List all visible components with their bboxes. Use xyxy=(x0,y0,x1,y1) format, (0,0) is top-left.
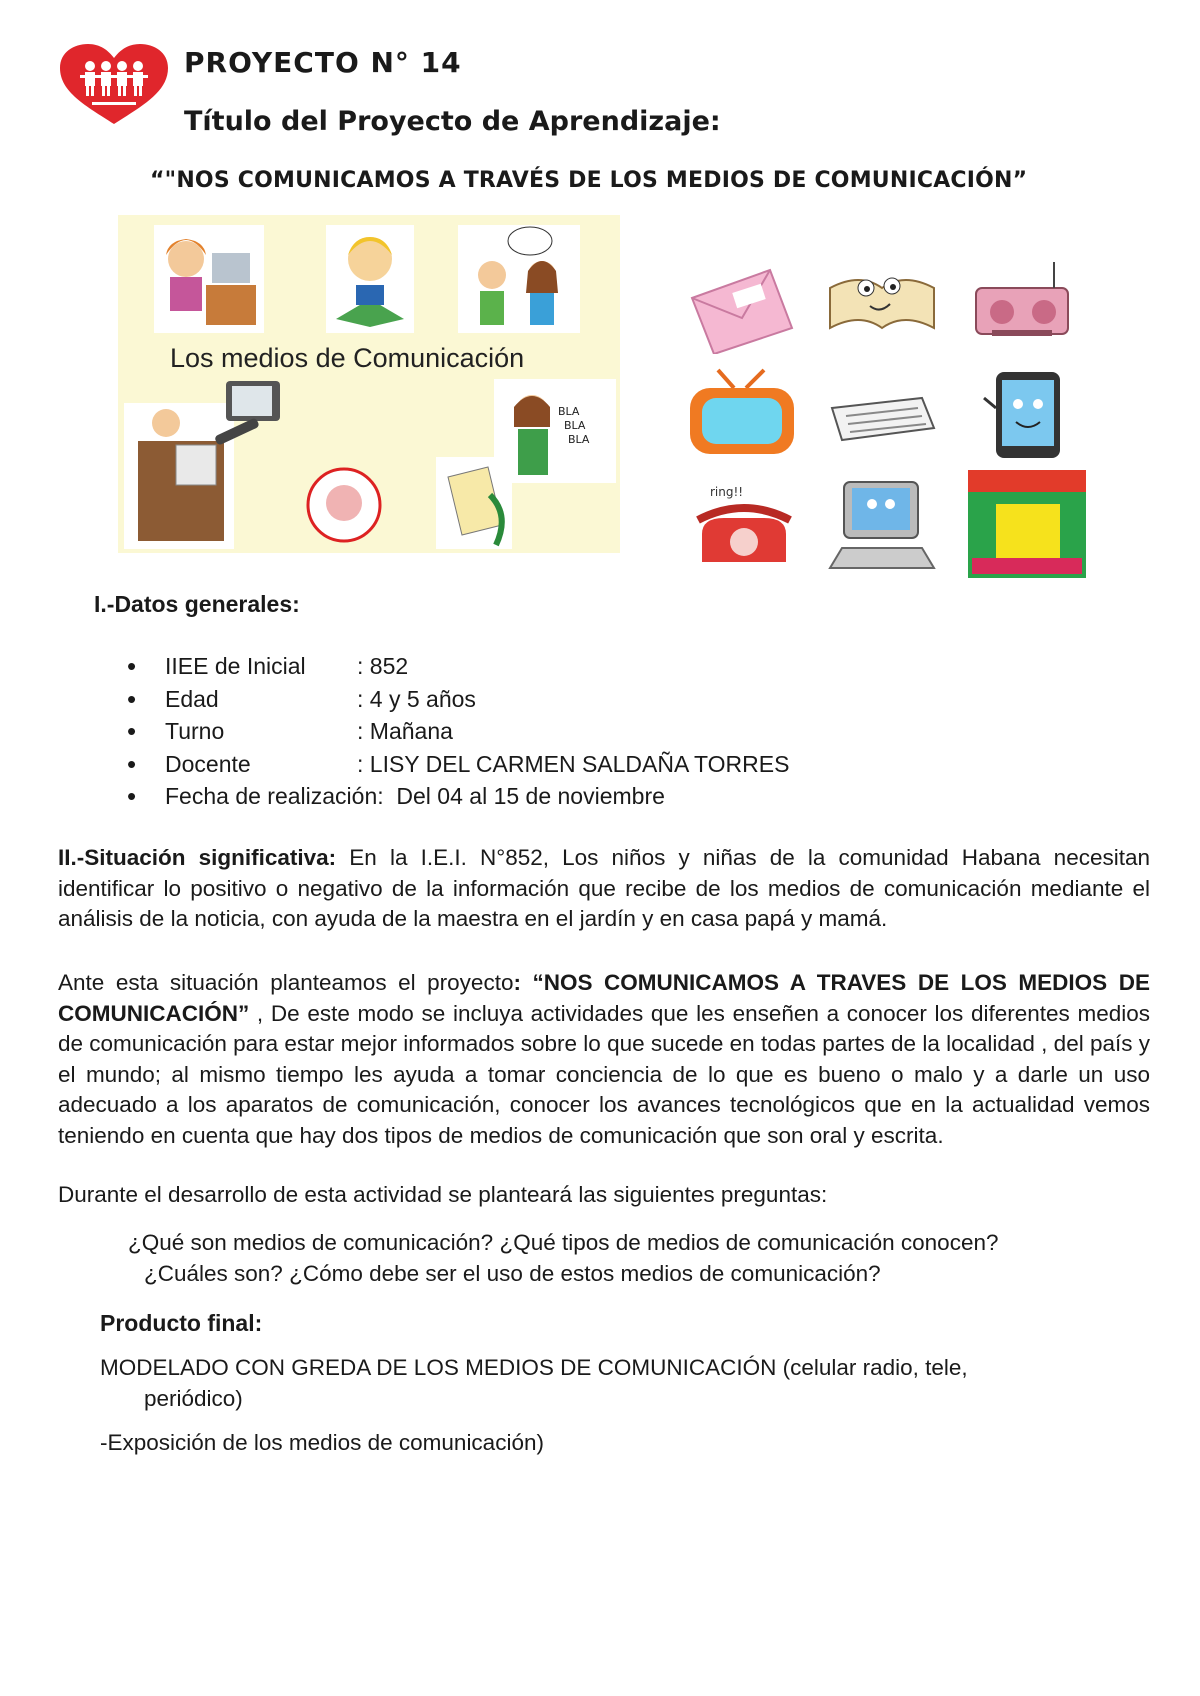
project-title-label xyxy=(184,106,721,137)
situacion-text: En la I.E.I. N°852, Los niños y niñas de la comunidad Habana necesitan identificar lo positivo o negativo de la información que recibe de los medios de comunicación mediante el análisis de la noticia, con ayuda de la maestra en el jardín y en casa papá y mamá. xyxy=(58,845,1150,931)
communication-collage-image xyxy=(118,215,620,553)
datos-value: : 852 xyxy=(357,653,409,679)
telephone-icon xyxy=(684,478,804,574)
pregunta-line-2: ¿Cuáles son? ¿Cómo debe ser el uso de estos medios de comunicación? xyxy=(144,1261,881,1286)
list-item xyxy=(127,748,789,781)
magazine-icon xyxy=(966,468,1088,580)
situacion-heading: II.-Situación significativa: xyxy=(58,845,337,870)
datos-generales-list xyxy=(127,650,789,813)
television-icon xyxy=(684,368,804,464)
planteamiento-closing: Durante el desarrollo de esta actividad se planteará las siguientes preguntas: xyxy=(58,1182,828,1207)
newspaper-icon xyxy=(822,368,942,464)
datos-value: : LISY DEL CARMEN SALDAÑA TORRES xyxy=(357,750,790,777)
datos-value: : 4 y 5 años xyxy=(357,685,476,712)
datos-label: Fecha de realización: xyxy=(165,783,384,809)
planteamiento-paragraph xyxy=(58,968,1150,1151)
collage-title: Los medios de Comunicación xyxy=(170,343,525,373)
planteamiento-intro: Ante esta situación planteamos el proyecto xyxy=(58,970,514,995)
producto-final-item-1 xyxy=(100,1352,1100,1414)
producto-final-item-2: -Exposición de los medios de comunicación) xyxy=(100,1430,544,1455)
project-title-label-text: Título del Proyecto de Aprendizaje xyxy=(184,106,710,137)
collage-illustrations xyxy=(118,215,620,553)
list-item xyxy=(127,650,789,683)
producto-item-1-line: MODELADO CON GREDA DE LOS MEDIOS DE COMUNICACIÓN (celular radio, tele, xyxy=(100,1355,968,1380)
producto-item-1-cont: periódico) xyxy=(144,1386,243,1411)
datos-label: IIEE de Inicial xyxy=(165,653,306,679)
list-item xyxy=(127,683,789,716)
situacion-paragraph xyxy=(58,843,1150,935)
producto-final-heading: Producto final: xyxy=(100,1310,263,1336)
computer-icon xyxy=(822,478,942,574)
datos-label: Docente xyxy=(165,750,251,777)
book-icon xyxy=(822,258,942,354)
svg-text:BLA: BLA xyxy=(564,419,586,432)
media-icons-grid xyxy=(684,258,1096,580)
tablet-icon xyxy=(966,368,1086,464)
project-name: “"NOS COMUNICAMOS A TRAVÉS DE LOS MEDIOS DE COMUNICACIÓN” xyxy=(150,168,1028,193)
datos-label: Edad xyxy=(165,685,219,712)
datos-value: : Mañana xyxy=(357,718,453,744)
svg-text:BLA: BLA xyxy=(558,405,580,418)
school-logo xyxy=(56,42,172,126)
svg-text:ring!!: ring!! xyxy=(710,485,744,499)
datos-generales-heading: I.-Datos generales: xyxy=(94,591,300,617)
radio-icon xyxy=(966,258,1086,354)
project-title-colon: : xyxy=(709,106,721,137)
list-item xyxy=(127,780,789,813)
datos-value: Del 04 al 15 de noviembre xyxy=(396,783,665,809)
list-item xyxy=(127,715,789,748)
letter-icon xyxy=(684,258,804,354)
planteamiento-bold: : “NOS COMUNICAMOS A TRAVES DE LOS MEDIOS DE COMUNICACIÓN” xyxy=(58,970,1150,1026)
pregunta-line-1: ¿Qué son medios de comunicación? ¿Qué tipos de medios de comunicación conocen? xyxy=(128,1230,999,1255)
svg-text:BLA: BLA xyxy=(568,433,590,446)
project-number: PROYECTO N° 14 xyxy=(184,46,462,79)
planteamiento-text: , De este modo se incluya actividades que les enseñen a conocer los diferentes medios de comunicación para estar mejor informados sobre lo que sucede en todas partes de la localidad , del país y el mundo; al mismo tiempo les ayuda a tomar conciencia de lo que es bueno o malo y a darle un uso adecuado a los aparatos de comunicación, conocer los avances tecnológicos que en la actualidad vemos teniendo en cuenta que hay dos tipos de medios de comunicación que son oral y escrita. xyxy=(58,1000,1150,1148)
datos-label: Turno xyxy=(165,718,225,744)
